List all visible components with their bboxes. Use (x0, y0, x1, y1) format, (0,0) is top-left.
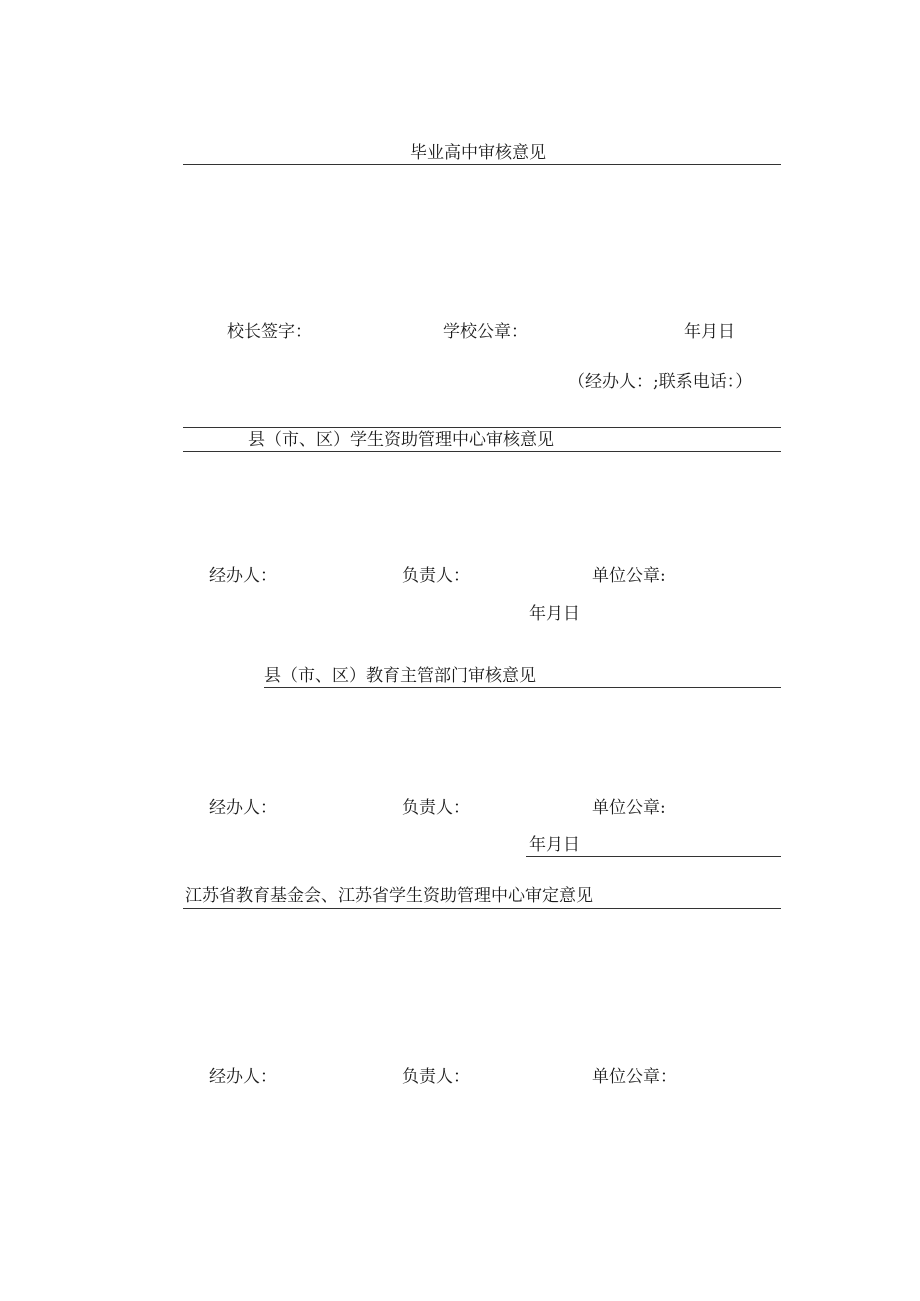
section4-responsible-label: 负责人： (402, 1067, 470, 1087)
section4-unit-seal-label: 单位公章： (592, 1067, 677, 1087)
section3-date-rule (526, 856, 781, 857)
section2-unit-seal-label: 单位公章: (592, 566, 666, 586)
section2-top-rule (183, 427, 781, 428)
section2-title-rule (183, 451, 781, 452)
section3-handler-label: 经办人： (209, 798, 277, 818)
section2-handler-label: 经办人： (209, 566, 277, 586)
section3-title-rule (264, 687, 781, 688)
section4-title-rule (183, 908, 781, 909)
section1-title: 毕业高中审核意见 (410, 143, 546, 163)
section2-title: 县（市、区）学生资助管理中心审核意见 (248, 430, 554, 450)
section3-responsible-label: 负责人： (402, 798, 470, 818)
section1-contact-line: （经办人：;联系电话：） (568, 372, 753, 392)
section3-unit-seal-label: 单位公章: (592, 798, 666, 818)
section3-date-label: 年月日 (529, 835, 580, 855)
section3-title: 县（市、区）教育主管部门审核意见 (264, 666, 536, 686)
principal-signature-label: 校长签字： (227, 322, 312, 342)
section4-title: 江苏省教育基金会、江苏省学生资助管理中心审定意见 (185, 886, 593, 906)
section2-responsible-label: 负责人： (402, 566, 470, 586)
section1-title-rule (183, 164, 781, 165)
school-seal-label: 学校公章： (443, 322, 528, 342)
section4-handler-label: 经办人： (209, 1067, 277, 1087)
section2-date-label: 年月日 (529, 604, 580, 624)
section1-date-label: 年月日 (684, 322, 735, 342)
